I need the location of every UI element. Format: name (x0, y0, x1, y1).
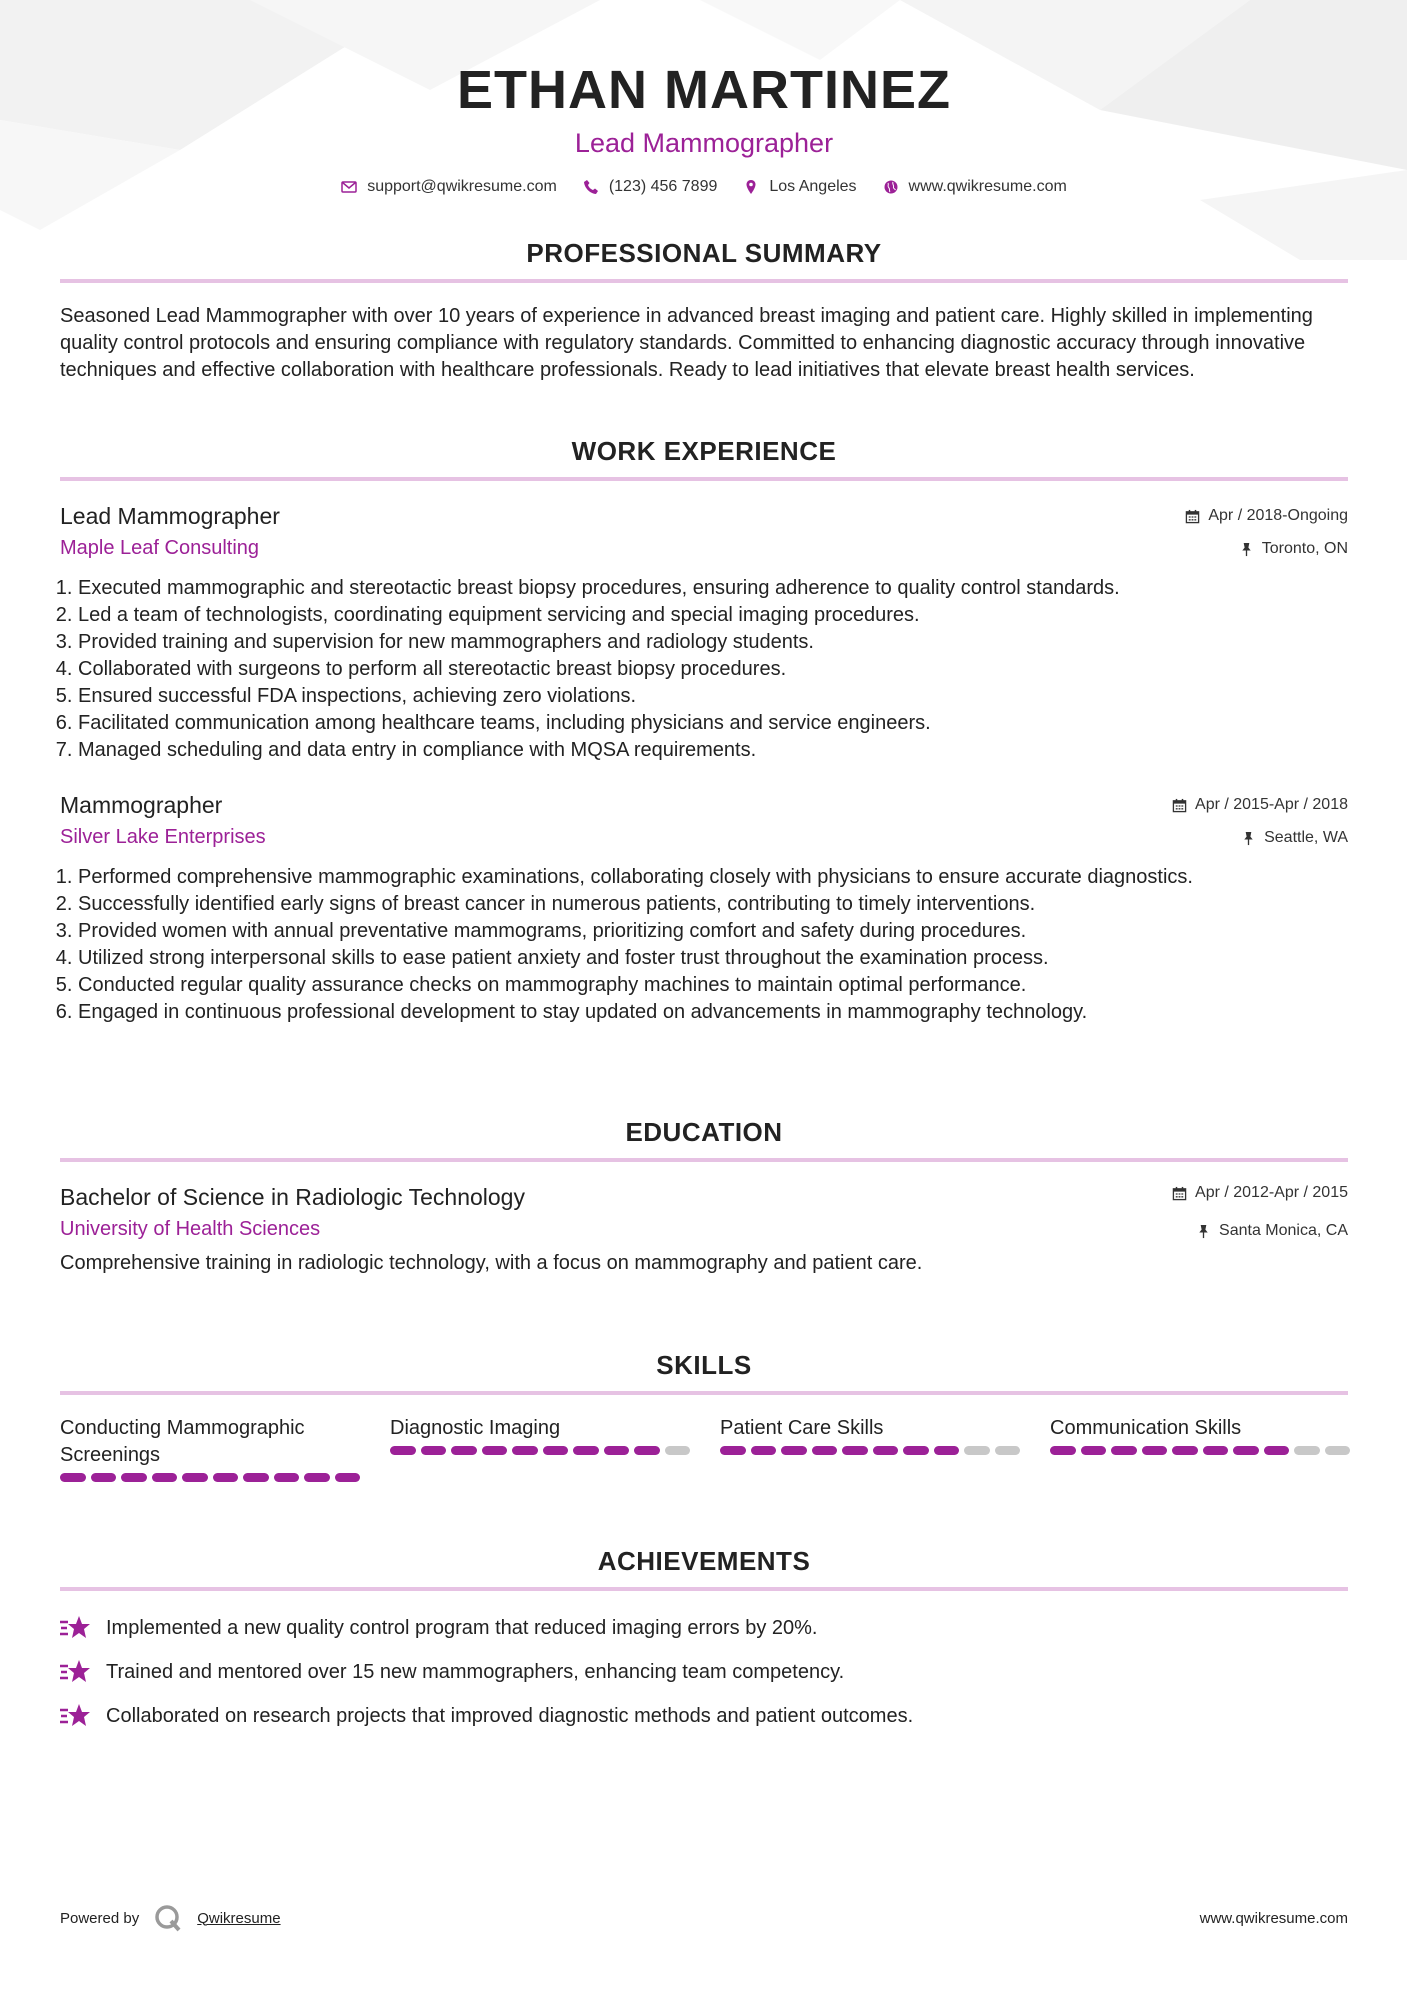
list-item: 1. Executed mammographic and stereotactic breast biopsy procedures, ensuring adherence to quality control standards. (78, 575, 1348, 602)
skill-rating-dot (842, 1446, 868, 1455)
skill-rating-dot (1325, 1446, 1351, 1455)
skill-item (1050, 1415, 1350, 1482)
footer-powered-by (60, 1898, 281, 1938)
skill-rating-dot (873, 1446, 899, 1455)
star-icon (60, 1658, 92, 1686)
skill-rating-dot (243, 1473, 269, 1482)
contact-location-text: Los Angeles (769, 178, 857, 195)
skill-rating-dot (1233, 1446, 1259, 1455)
experience-section (60, 435, 1348, 1026)
globe-icon (883, 179, 899, 195)
job-responsibilities (60, 575, 1348, 764)
list-item: 5. Ensured successful FDA inspections, achieving zero violations. (78, 683, 1348, 710)
job-entry (60, 501, 1348, 764)
candidate-name: ETHAN MARTINEZ (457, 60, 951, 120)
skill-rating-dot (60, 1473, 86, 1482)
job-dates-text: Apr / 2015-Apr / 2018 (1195, 796, 1348, 813)
education-location-text: Santa Monica, CA (1219, 1222, 1348, 1239)
list-item: 7. Managed scheduling and data entry in compliance with MQSA requirements. (78, 737, 1348, 764)
calendar-icon (1185, 509, 1200, 524)
skill-rating (60, 1473, 360, 1482)
skill-rating-dot (1050, 1446, 1076, 1455)
skill-rating-dot (91, 1473, 117, 1482)
job-title: Mammographer (60, 792, 223, 818)
list-item: 6. Facilitated communication among healthcare teams, including physicians and service engineers. (78, 710, 1348, 737)
skill-rating (1050, 1446, 1350, 1455)
calendar-icon (1172, 1186, 1187, 1201)
achievement-item (60, 1613, 1348, 1643)
job-dates-text: Apr / 2018-Ongoing (1208, 507, 1348, 524)
skill-rating-dot (421, 1446, 447, 1455)
candidate-role: Lead Mammographer (574, 128, 834, 158)
skill-rating-dot (543, 1446, 569, 1455)
skill-name: Communication Skills (1050, 1417, 1242, 1439)
skill-rating-dot (274, 1473, 300, 1482)
list-item: 3. Provided women with annual preventative mammograms, prioritizing comfort and safety during procedures. (78, 918, 1348, 945)
section-divider (60, 1158, 1348, 1162)
list-item: 2. Led a team of technologists, coordinating equipment servicing and special imaging procedures. (78, 602, 1348, 629)
skill-item (60, 1415, 360, 1482)
footer-website-link[interactable]: www.qwikresume.com (1199, 1909, 1348, 1927)
skill-rating-dot (335, 1473, 361, 1482)
education-description: Comprehensive training in radiologic technology, with a focus on mammography and patient care. (60, 1252, 923, 1274)
skill-rating-dot (1264, 1446, 1290, 1455)
contact-phone[interactable] (583, 178, 718, 196)
star-icon (60, 1614, 92, 1642)
achievements-section (60, 1545, 1348, 1745)
education-dates (1172, 1182, 1348, 1204)
experience-title: WORK EXPERIENCE (571, 436, 837, 466)
skill-rating-dot (665, 1446, 691, 1455)
skill-rating-dot (1294, 1446, 1320, 1455)
skill-rating-dot (720, 1446, 746, 1455)
section-divider (60, 1587, 1348, 1591)
list-item: 5. Conducted regular quality assurance checks on mammography machines to maintain optimal performance. (78, 972, 1348, 999)
education-dates-text: Apr / 2012-Apr / 2015 (1195, 1184, 1348, 1201)
map-marker-icon (743, 179, 759, 195)
star-icon (60, 1702, 92, 1730)
summary-text: Seasoned Lead Mammographer with over 10 years of experience in advanced breast imaging and patient care. Highly skilled in implementing quality control protocols and ensuring compliance with regulatory standards. Committed to enhancing diagnostic accuracy through innovative techniques and effective collaboration with healthcare professionals. Ready to lead initiatives that elevate breast health services. (60, 305, 1313, 381)
education-title: EDUCATION (625, 1117, 783, 1147)
list-item: 1. Performed comprehensive mammographic examinations, collaborating closely with physicians to ensure accurate diagnostics. (78, 864, 1348, 891)
achievement-item (60, 1701, 1348, 1731)
skill-rating-dot (1203, 1446, 1229, 1455)
contact-email[interactable] (341, 178, 557, 196)
list-item: 4. Collaborated with surgeons to perform all stereotactic breast biopsy procedures. (78, 656, 1348, 683)
skill-rating-dot (304, 1473, 330, 1482)
contact-website[interactable] (883, 178, 1067, 196)
section-divider (60, 1391, 1348, 1395)
skill-rating-dot (1172, 1446, 1198, 1455)
job-meta (1172, 794, 1348, 849)
education-meta (1172, 1182, 1348, 1242)
list-item: 3. Provided training and supervision for new mammographers and radiology students. (78, 629, 1348, 656)
envelope-icon (341, 179, 357, 195)
skill-rating-dot (781, 1446, 807, 1455)
skills-section (60, 1349, 1348, 1482)
job-entry (60, 790, 1348, 1026)
summary-section (60, 237, 1348, 384)
skill-rating-dot (573, 1446, 599, 1455)
skill-rating-dot (812, 1446, 838, 1455)
achievements-title: ACHIEVEMENTS (597, 1546, 811, 1576)
job-dates (1185, 505, 1348, 527)
qwikresume-link[interactable]: Qwikresume (197, 1909, 281, 1927)
skill-rating-dot (451, 1446, 477, 1455)
achievement-text: Collaborated on research projects that improved diagnostic methods and patient outcomes. (106, 1704, 914, 1727)
pushpin-icon (1196, 1224, 1211, 1239)
list-item: 2. Successfully identified early signs of breast cancer in numerous patients, contributing to timely interventions. (78, 891, 1348, 918)
calendar-icon (1172, 798, 1187, 813)
education-entry (60, 1182, 1348, 1276)
job-meta (1185, 505, 1348, 560)
skill-item (720, 1415, 1020, 1482)
job-dates (1172, 794, 1348, 816)
education-section (60, 1116, 1348, 1276)
contact-bar (60, 178, 1348, 196)
skill-name: Conducting Mammographic Screenings (60, 1417, 305, 1466)
skill-name: Patient Care Skills (720, 1417, 884, 1439)
education-school: University of Health Sciences (60, 1218, 321, 1240)
job-responsibilities (60, 864, 1348, 1026)
job-location (1172, 827, 1348, 849)
skill-rating-dot (751, 1446, 777, 1455)
skill-rating-dot (964, 1446, 990, 1455)
skill-rating-dot (634, 1446, 660, 1455)
skill-rating-dot (482, 1446, 508, 1455)
powered-by-label: Powered by (60, 1909, 140, 1927)
pushpin-icon (1241, 831, 1256, 846)
skill-rating-dot (182, 1473, 208, 1482)
skill-rating-dot (1081, 1446, 1107, 1455)
qwikresume-logo-icon (153, 1903, 183, 1933)
achievement-text: Implemented a new quality control program that reduced imaging errors by 20%. (106, 1616, 818, 1639)
page-footer (60, 1898, 1348, 1938)
job-location-text: Seattle, WA (1264, 829, 1348, 846)
list-item: 6. Engaged in continuous professional development to stay updated on advancements in mammography technology. (78, 999, 1348, 1026)
job-company: Maple Leaf Consulting (60, 537, 260, 559)
section-divider (60, 477, 1348, 481)
skill-rating-dot (1111, 1446, 1137, 1455)
skill-rating-dot (390, 1446, 416, 1455)
list-item: 4. Utilized strong interpersonal skills to ease patient anxiety and foster trust throughout the examination process. (78, 945, 1348, 972)
skills-title: SKILLS (656, 1350, 752, 1380)
skills-grid (60, 1415, 1348, 1482)
achievement-item (60, 1657, 1348, 1687)
skill-rating-dot (1142, 1446, 1168, 1455)
job-location-text: Toronto, ON (1261, 540, 1348, 557)
resume-page (60, 0, 1348, 1727)
skill-rating-dot (121, 1473, 147, 1482)
skill-rating-dot (213, 1473, 239, 1482)
skill-rating-dot (934, 1446, 960, 1455)
pushpin-icon (1239, 542, 1254, 557)
skill-rating-dot (512, 1446, 538, 1455)
skill-rating-dot (995, 1446, 1021, 1455)
summary-title: PROFESSIONAL SUMMARY (526, 238, 882, 268)
contact-email-text: support@qwikresume.com (367, 178, 557, 195)
section-divider (60, 279, 1348, 283)
resume-header (60, 0, 1348, 196)
skill-rating (390, 1446, 690, 1455)
skill-rating (720, 1446, 1020, 1455)
job-company: Silver Lake Enterprises (60, 826, 266, 848)
achievement-text: Trained and mentored over 15 new mammographers, enhancing team competency. (106, 1660, 845, 1683)
job-title: Lead Mammographer (60, 503, 280, 529)
contact-website-text: www.qwikresume.com (908, 178, 1067, 195)
skill-rating-dot (152, 1473, 178, 1482)
skill-rating-dot (604, 1446, 630, 1455)
skill-rating-dot (903, 1446, 929, 1455)
education-location (1172, 1220, 1348, 1242)
contact-location (743, 178, 856, 196)
contact-phone-text: (123) 456 7899 (608, 178, 718, 195)
job-location (1185, 538, 1348, 560)
phone-icon (583, 179, 599, 195)
skill-name: Diagnostic Imaging (390, 1417, 561, 1439)
education-degree: Bachelor of Science in Radiologic Technology (60, 1184, 525, 1210)
skill-item (390, 1415, 690, 1482)
achievements-list (60, 1613, 1348, 1731)
